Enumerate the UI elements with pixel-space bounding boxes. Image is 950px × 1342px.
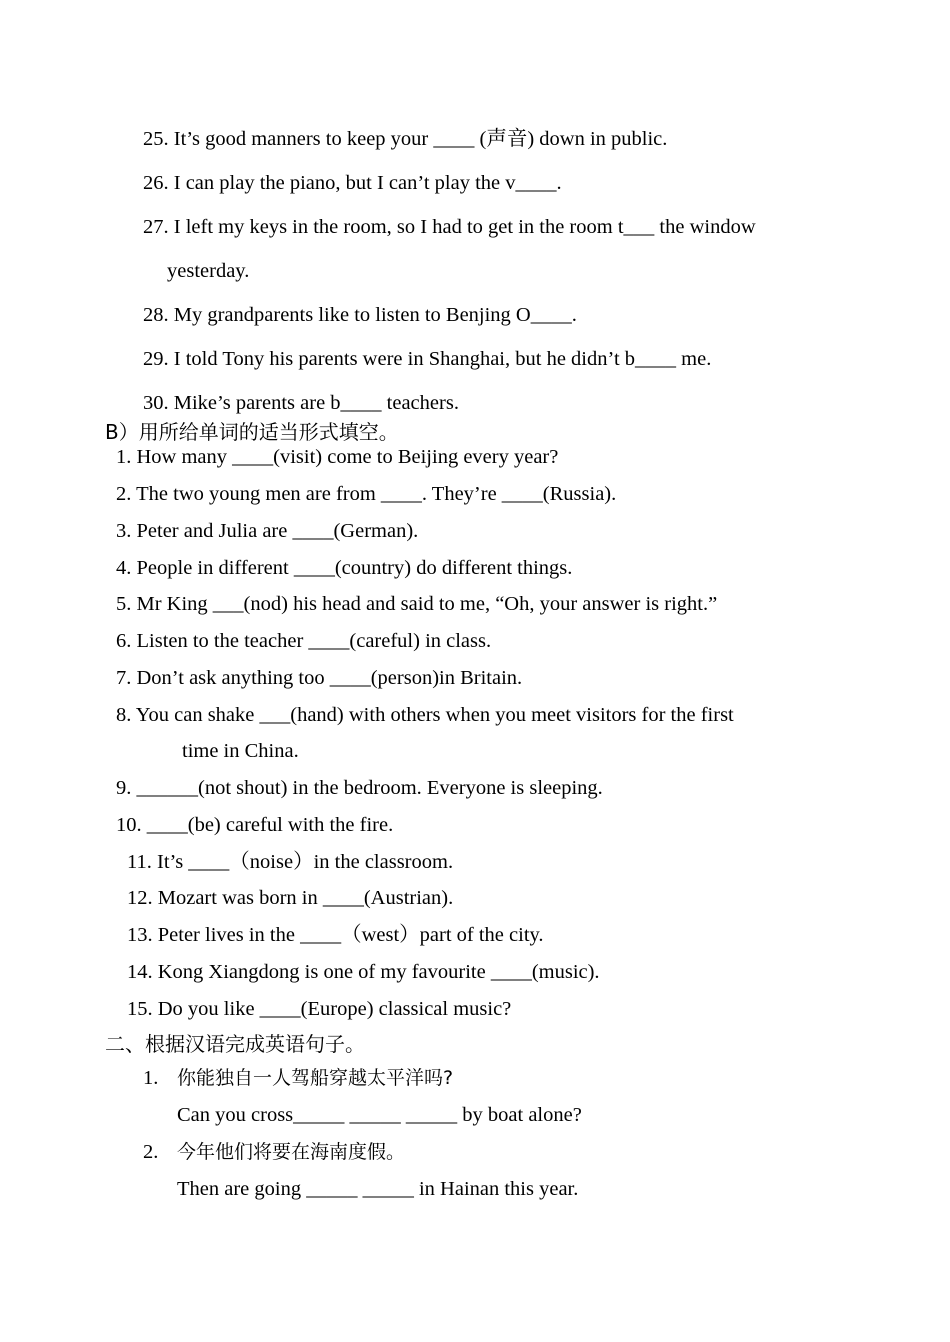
part-b-question-10: 10. ____(be) careful with the fire. xyxy=(116,814,394,836)
chinese-prompt: 今年他们将要在海南度假。 xyxy=(177,1141,406,1163)
question-30: 30. Mike’s parents are b____ teachers. xyxy=(143,392,459,414)
translation-item-1-answer: Can you cross_____ _____ _____ by boat alone? xyxy=(177,1104,582,1126)
item-number: 2. xyxy=(143,1141,159,1163)
part-b-question-6: 6. Listen to the teacher ____(careful) in class. xyxy=(116,630,492,652)
question-26: 26. I can play the piano, but I can’t play the v____. xyxy=(143,172,562,194)
translation-item-1-prompt xyxy=(143,1066,453,1090)
chinese-prompt: 你能独自一人驾船穿越太平洋吗? xyxy=(177,1067,454,1089)
part-b-question-12: 12. Mozart was born in ____(Austrian). xyxy=(127,887,454,909)
part-b-question-13: 13. Peter lives in the ____（west）part of the city. xyxy=(127,924,544,946)
translation-item-2-prompt xyxy=(143,1140,405,1164)
part-b-question-4: 4. People in different ____(country) do different things. xyxy=(116,557,573,579)
part-b-question-9: 9. ______(not shout) in the bedroom. Everyone is sleeping. xyxy=(116,777,603,799)
part-b-question-8-continuation: time in China. xyxy=(182,740,299,762)
part-b-question-7: 7. Don’t ask anything too ____(person)in Britain. xyxy=(116,667,523,689)
translation-item-2-answer: Then are going _____ _____ in Hainan this year. xyxy=(177,1178,579,1200)
question-27: 27. I left my keys in the room, so I had to get in the room t___ the window xyxy=(143,216,756,238)
part-b-question-15: 15. Do you like ____(Europe) classical music? xyxy=(127,998,512,1020)
part-b-question-2: 2. The two young men are from ____. They’re ____(Russia). xyxy=(116,483,617,505)
part-b-question-11: 11. It’s ____（noise）in the classroom. xyxy=(127,851,454,873)
part-b-question-5: 5. Mr King ___(nod) his head and said to me, “Oh, your answer is right.” xyxy=(116,593,718,615)
question-27-continuation: yesterday. xyxy=(167,260,250,282)
part-b-question-8: 8. You can shake ___(hand) with others when you meet visitors for the first xyxy=(116,704,734,726)
part-b-heading: B）用所给单词的适当形式填空。 xyxy=(105,420,399,444)
part-b-question-1: 1. How many ____(visit) come to Beijing every year? xyxy=(116,446,559,468)
part-b-question-3: 3. Peter and Julia are ____(German). xyxy=(116,520,419,542)
part-b-question-14: 14. Kong Xiangdong is one of my favourite ____(music). xyxy=(127,961,600,983)
question-29: 29. I told Tony his parents were in Shanghai, but he didn’t b____ me. xyxy=(143,348,712,370)
question-25: 25. It’s good manners to keep your ____ (声音) down in public. xyxy=(143,128,668,150)
item-number: 1. xyxy=(143,1067,159,1089)
section-2-heading: 二、根据汉语完成英语句子。 xyxy=(105,1032,365,1056)
question-28: 28. My grandparents like to listen to Benjing O____. xyxy=(143,304,577,326)
